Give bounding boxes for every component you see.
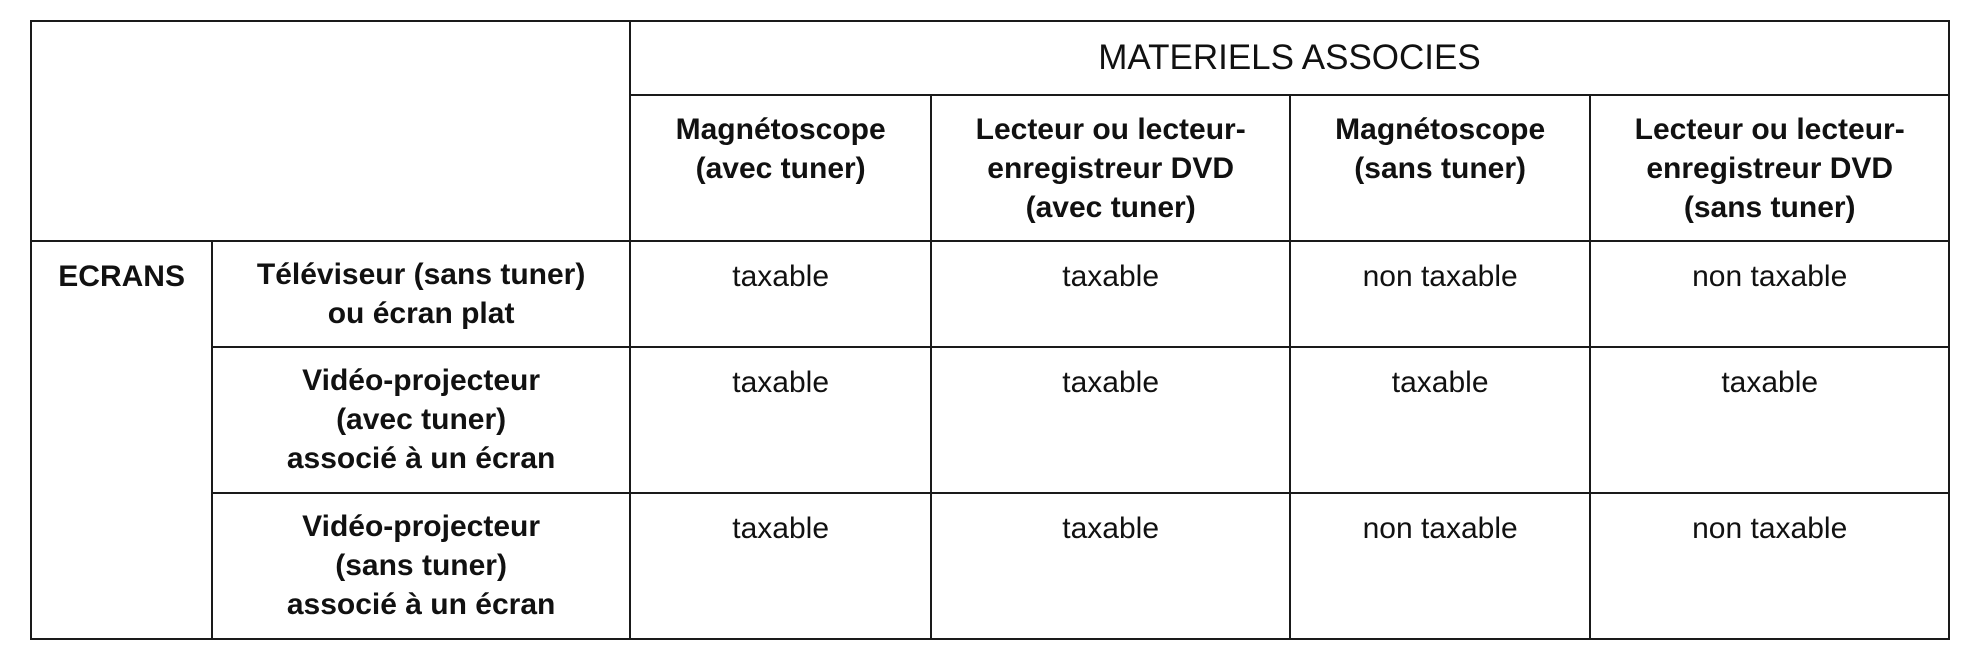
row-label-projector-with-tuner: Vidéo-projecteur (avec tuner) associé à un écran (212, 347, 630, 493)
screens-group-label: ECRANS (31, 241, 212, 639)
table-cell: taxable (931, 347, 1290, 493)
table-cell: non taxable (1290, 241, 1590, 347)
row-label-projector-without-tuner: Vidéo-projecteur (sans tuner) associé à un écran (212, 493, 630, 639)
table-row (31, 493, 1949, 639)
table-cell: taxable (931, 493, 1290, 639)
column-header-dvd-with-tuner: Lecteur ou lecteur- enregistreur DVD (avec tuner) (931, 95, 1290, 241)
column-header-dvd-without-tuner: Lecteur ou lecteur- enregistreur DVD (sans tuner) (1590, 95, 1949, 241)
table-cell: taxable (630, 347, 931, 493)
taxation-table (30, 20, 1950, 640)
table-cell: taxable (630, 241, 931, 347)
table-cell: non taxable (1590, 493, 1949, 639)
table-row (31, 241, 1949, 347)
row-label-tv: Téléviseur (sans tuner) ou écran plat (212, 241, 630, 347)
table-row (31, 347, 1949, 493)
table-cell: taxable (630, 493, 931, 639)
table-cell: taxable (1290, 347, 1590, 493)
materials-header: MATERIELS ASSOCIES (630, 21, 1949, 95)
table-cell: taxable (1590, 347, 1949, 493)
table-cell: non taxable (1290, 493, 1590, 639)
table-cell: taxable (931, 241, 1290, 347)
column-header-vcr-without-tuner: Magnétoscope (sans tuner) (1290, 95, 1590, 241)
table-cell: non taxable (1590, 241, 1949, 347)
header-row-main (31, 21, 1949, 95)
column-header-vcr-with-tuner: Magnétoscope (avec tuner) (630, 95, 931, 241)
empty-corner-cell (31, 21, 630, 241)
